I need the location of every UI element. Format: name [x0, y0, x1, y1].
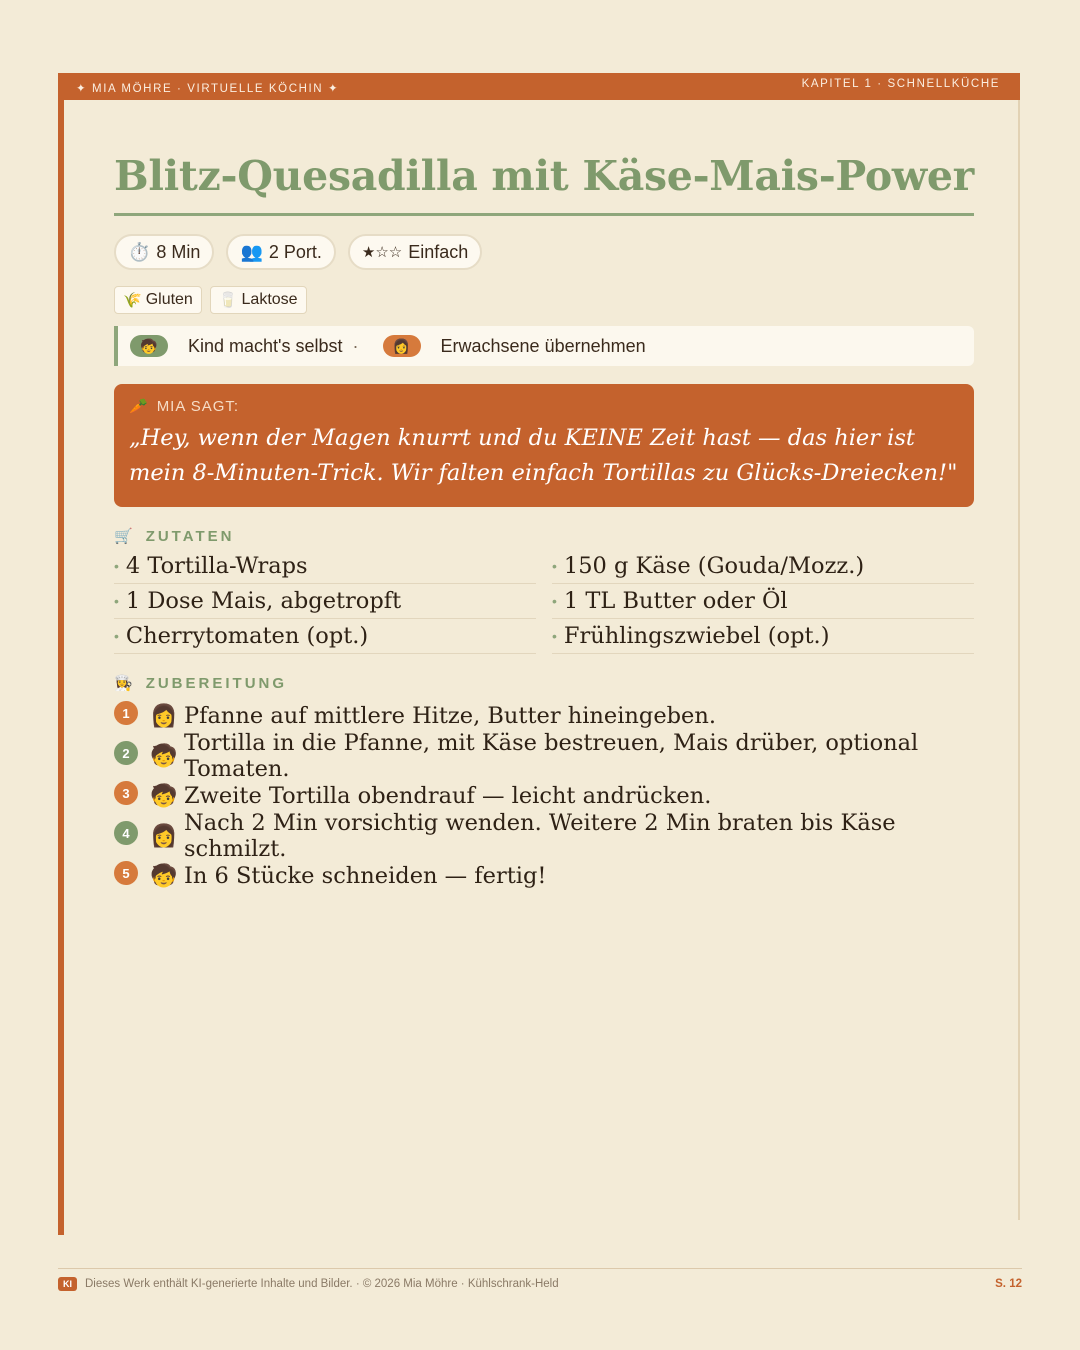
kid-icon: 🧒 — [150, 783, 178, 809]
bullet: • — [114, 628, 119, 644]
allergen-lactose — [210, 286, 307, 314]
page-footer — [58, 1268, 1022, 1291]
role-legend — [114, 326, 974, 366]
footer-text: Dieses Werk enthält KI-generierte Inhalte und Bilder. · © 2026 Mia Möhre · Kühlschrank-Held — [85, 1278, 559, 1290]
step-number: 2 — [114, 741, 138, 765]
step-text: Tortilla in die Pfanne, mit Käse bestreuen, Mais drüber, optional Tomaten. — [184, 730, 919, 782]
star-rating-icon: ★☆☆ — [361, 244, 403, 261]
ingredient-text: 1 Dose Mais, abgetropft — [125, 588, 402, 614]
recipe-title: Blitz-Quesadilla mit Käse-Mais-Power — [114, 152, 974, 200]
mia-quote: „Hey, wenn der Magen knurrt und du KEINE Zeit hast — das hier ist mein 8-Minuten-Trick. Wir falten einfach Tortillas zu Glücks-Dreiecken!" — [129, 425, 958, 486]
bullet: • — [114, 593, 119, 609]
portions-label: 2 Port. — [268, 241, 322, 262]
ingredient-item — [114, 619, 536, 654]
adult-icon: 👩 — [150, 823, 178, 849]
bullet: • — [114, 558, 119, 574]
bullet: • — [552, 593, 557, 609]
allergen-gluten — [114, 286, 202, 314]
frame-right-border — [1018, 100, 1020, 1220]
carrot-icon: 🥕 — [129, 398, 149, 415]
title-divider — [114, 213, 974, 216]
portions-pill — [226, 234, 335, 270]
header-author: ✦ MIA MÖHRE · VIRTUELLE KÖCHIN ✦ — [76, 83, 340, 95]
allergen-label: Laktose — [241, 291, 298, 308]
difficulty-pill — [348, 234, 482, 270]
bullet: • — [552, 558, 557, 574]
kid-icon: 🧒 — [130, 335, 168, 357]
step-number: 1 — [114, 701, 138, 725]
cart-icon: 🛒 — [114, 528, 136, 545]
step-text: Zweite Tortilla obendrauf — leicht andrücken. — [184, 783, 712, 809]
step-item — [114, 730, 974, 782]
ingredient-item — [114, 584, 536, 619]
stopwatch-icon: ⏱️ — [128, 241, 151, 262]
kid-icon: 🧒 — [150, 743, 178, 769]
ingredient-text: 1 TL Butter oder Öl — [563, 588, 788, 614]
cook-icon: 👩‍🍳 — [114, 675, 136, 692]
page-frame — [58, 73, 1020, 1235]
steps-list — [114, 696, 974, 896]
header-chapter: KAPITEL 1 · SCHNELLKÜCHE — [801, 78, 1000, 90]
meta-row — [114, 234, 974, 270]
step-number: 5 — [114, 861, 138, 885]
step-text: In 6 Stücke schneiden — fertig! — [184, 863, 547, 889]
ingredient-item — [552, 549, 974, 584]
ingredient-text: Frühlingszwiebel (opt.) — [563, 623, 830, 649]
people-icon: 👥 — [240, 241, 263, 262]
kid-legend-label: Kind macht's selbst — [188, 335, 343, 356]
mia-says-heading — [129, 397, 959, 415]
allergen-row — [114, 286, 974, 314]
ki-badge: KI — [58, 1277, 77, 1291]
step-number: 4 — [114, 821, 138, 845]
bullet: • — [552, 628, 557, 644]
allergen-label: Gluten — [145, 291, 193, 308]
steps-heading-label: ZUBEREITUNG — [145, 674, 288, 692]
frame-left-border — [58, 73, 64, 1235]
time-pill — [114, 234, 214, 270]
adult-icon: 👩 — [383, 335, 421, 357]
kid-icon: 🧒 — [150, 863, 178, 889]
wheat-icon: 🌾 — [123, 292, 142, 309]
ingredients-list — [114, 549, 974, 654]
ingredient-item — [552, 619, 974, 654]
mia-says-box — [114, 384, 974, 507]
time-label: 8 Min — [156, 241, 201, 262]
recipe-content — [114, 153, 974, 896]
step-text: Nach 2 Min vorsichtig wenden. Weitere 2 Min braten bis Käse schmilzt. — [184, 810, 896, 862]
milk-icon: 🥛 — [218, 292, 238, 309]
adult-icon: 👩 — [150, 703, 178, 729]
ingredient-text: 150 g Käse (Gouda/Mozz.) — [563, 553, 865, 579]
step-item — [114, 810, 974, 862]
step-text: Pfanne auf mittlere Hitze, Butter hineingeben. — [184, 703, 716, 729]
ingredients-heading-label: ZUTATEN — [145, 527, 235, 545]
ingredient-item — [114, 549, 536, 584]
ingredient-item — [552, 584, 974, 619]
step-number: 3 — [114, 781, 138, 805]
legend-separator: · — [352, 335, 359, 356]
mia-says-label: MIA SAGT: — [156, 397, 240, 415]
ingredients-heading — [114, 527, 974, 545]
ingredient-text: 4 Tortilla-Wraps — [125, 553, 308, 579]
header-bar — [58, 73, 1020, 100]
steps-heading — [114, 674, 974, 692]
ingredient-text: Cherrytomaten (opt.) — [125, 623, 369, 649]
difficulty-label: Einfach — [408, 241, 469, 262]
adult-legend-label: Erwachsene übernehmen — [440, 335, 646, 356]
step-item — [114, 856, 974, 896]
page-number: S. 12 — [995, 1278, 1022, 1290]
